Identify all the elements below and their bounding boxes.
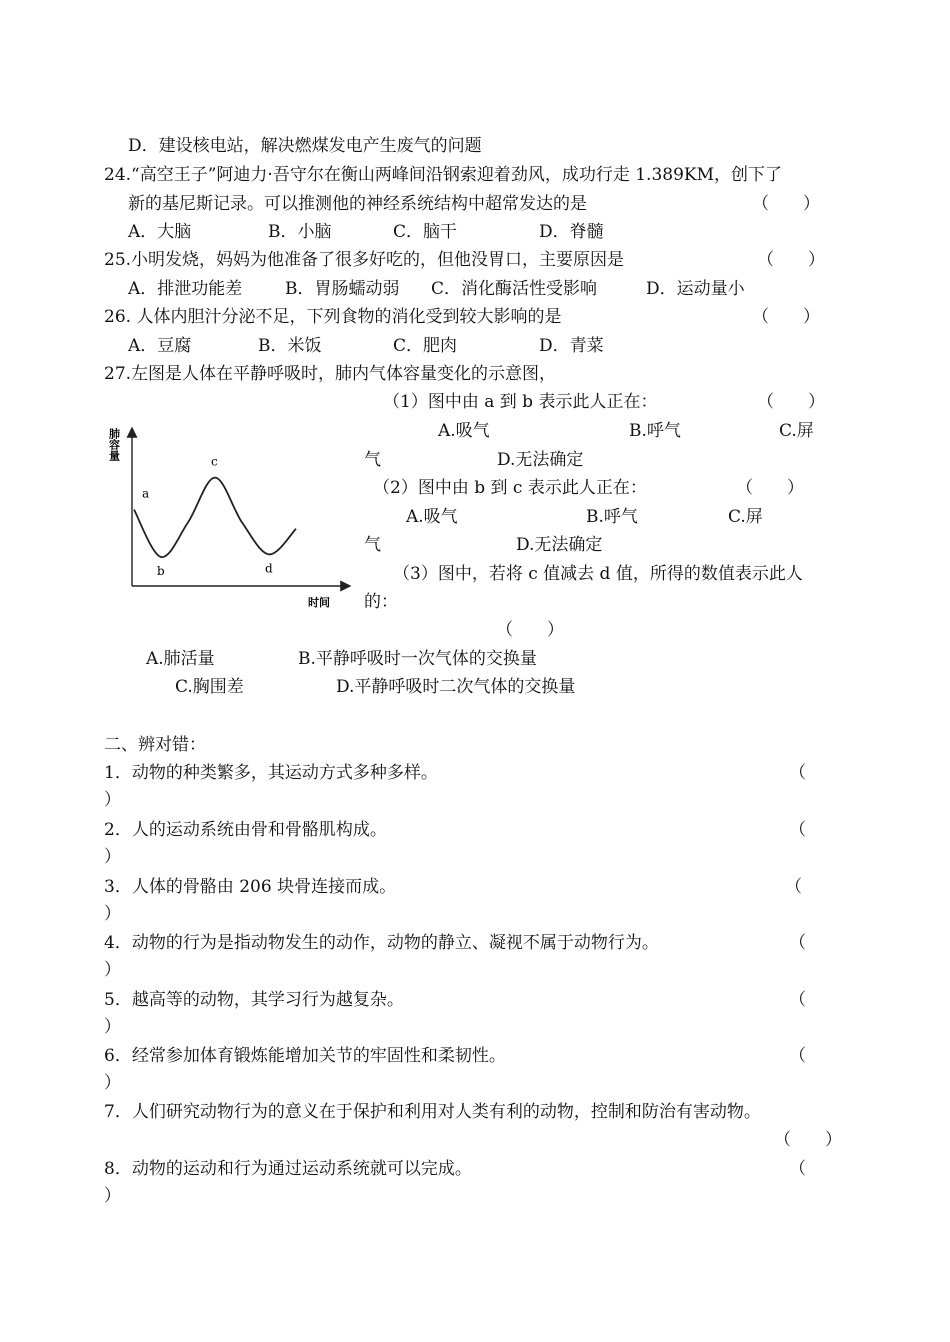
section2-heading: 二、辨对错：: [104, 735, 206, 755]
lung-volume-curve: [134, 478, 296, 557]
tf-item-4: 4．动物的行为是指动物发生的动作，动物的静立、凝视不属于动物行为。: [104, 933, 659, 953]
q27-sub2-option-d: D.无法确定: [516, 535, 603, 555]
x-axis-label: 时间: [308, 596, 330, 609]
point-label-a: a: [142, 486, 150, 501]
q27-sub1-option-c-cont: 气: [364, 450, 381, 470]
y-axis-label: 肺容量: [107, 428, 121, 461]
tf-item-2-paren-close: ）: [104, 847, 121, 867]
q23-option-d: D．建设核电站，解决燃煤发电产生废气的问题: [128, 136, 482, 156]
tf-item-3-paren-close: ）: [104, 904, 121, 924]
q27-sub2-option-c: C.屏: [728, 507, 763, 527]
q24-option-d: D．脊髓: [539, 222, 604, 242]
q26-option-c: C．肥肉: [393, 336, 458, 356]
tf-item-7: 7．人们研究动物行为的意义在于保护和利用对人类有利的动物，控制和防治有害动物。: [104, 1102, 761, 1122]
point-label-c: c: [211, 454, 218, 469]
q27-sub2-text: （2）图中由 b 到 c 表示此人正在：: [373, 478, 647, 498]
tf-item-2-paren-open: （: [789, 820, 806, 840]
q24-stem-line2: 新的基尼斯记录。可以推测他的神经系统结构中超常发达的是: [128, 194, 587, 214]
q27-sub3-paren: （ ）: [496, 620, 564, 640]
q25-answer-paren: （ ）: [757, 250, 825, 270]
q24-option-c: C．脑干: [393, 222, 458, 242]
lung-volume-chart: [104, 422, 356, 614]
tf-item-6: 6．经常参加体育锻炼能增加关节的牢固性和柔韧性。: [104, 1046, 506, 1066]
q26-answer-paren: （ ）: [752, 307, 820, 327]
q27-stem: 27.左图是人体在平静呼吸时，肺内气体容量变化的示意图，: [104, 364, 557, 384]
tf-item-2: 2．人的运动系统由骨和骨骼肌构成。: [104, 820, 387, 840]
q27-sub2-option-a: A.吸气: [406, 507, 458, 527]
point-label-d: d: [265, 561, 273, 576]
q25-option-a: A．排泄功能差: [128, 279, 243, 299]
tf-item-7-paren: （ ）: [774, 1130, 842, 1150]
tf-item-5: 5．越高等的动物，其学习行为越复杂。: [104, 990, 404, 1010]
q26-option-d: D．青菜: [539, 336, 604, 356]
tf-item-3: 3．人体的骨骼由 206 块骨连接而成。: [104, 877, 397, 897]
tf-item-8-paren-open: （: [789, 1159, 806, 1179]
q24-option-b: B．小脑: [268, 222, 332, 242]
q25-option-b: B．胃肠蠕动弱: [285, 279, 400, 299]
q24-answer-paren: （ ）: [752, 194, 820, 214]
lung-volume-chart-svg: [104, 422, 356, 614]
q27-sub3-text: （3）图中，若将 c 值减去 d 值，所得的数值表示此人: [393, 564, 803, 584]
q25-stem: 25.小明发烧，妈妈为他准备了很多好吃的，但他没胃口，主要原因是: [104, 250, 625, 270]
tf-item-1-paren-open: （: [789, 763, 806, 783]
q24-stem-line1: 24.“高空王子”阿迪力·吾守尔在衡山两峰间沿钢索迎着劲风，成功行走 1.389KM，创下了: [104, 165, 782, 185]
q26-option-a: A．豆腐: [128, 336, 192, 356]
q27-sub3-option-a: A.肺活量: [146, 649, 215, 669]
tf-item-4-paren-open: （: [789, 933, 806, 953]
tf-item-4-paren-close: ）: [104, 960, 121, 980]
q27-sub2-option-b: B.呼气: [586, 507, 638, 527]
q27-sub1-option-c: C.屏: [779, 421, 814, 441]
tf-item-1: 1．动物的种类繁多，其运动方式多种多样。: [104, 763, 438, 783]
q25-option-d: D．运动量小: [646, 279, 745, 299]
q27-sub2-option-c-cont: 气: [364, 535, 381, 555]
q27-sub3-option-c: C.胸围差: [175, 677, 244, 697]
q27-sub1-option-d: D.无法确定: [497, 450, 584, 470]
tf-item-6-paren-close: ）: [104, 1073, 121, 1093]
tf-item-6-paren-open: （: [789, 1046, 806, 1066]
tf-item-1-paren-close: ）: [104, 790, 121, 810]
q25-option-c: C．消化酶活性受影响: [431, 279, 598, 299]
tf-item-3-paren-open: （: [785, 877, 802, 897]
q27-sub1-option-b: B.呼气: [629, 421, 681, 441]
q26-stem: 26. 人体内胆汁分泌不足，下列食物的消化受到较大影响的是: [104, 307, 562, 327]
tf-item-8-paren-close: ）: [104, 1186, 121, 1206]
tf-item-8: 8．动物的运动和行为通过运动系统就可以完成。: [104, 1159, 472, 1179]
q27-sub1-paren: （ ）: [757, 392, 825, 412]
q24-option-a: A．大脑: [128, 222, 192, 242]
q27-sub1-text: （1）图中由 a 到 b 表示此人正在：: [383, 392, 658, 412]
q27-sub1-option-a: A.吸气: [438, 421, 490, 441]
tf-item-5-paren-close: ）: [104, 1017, 121, 1037]
q26-option-b: B．米饭: [258, 336, 322, 356]
q27-sub3-text-cont: 的：: [364, 592, 398, 612]
tf-item-5-paren-open: （: [789, 990, 806, 1010]
point-label-b: b: [157, 563, 165, 578]
q27-sub3-option-d: D.平静呼吸时二次气体的交换量: [336, 677, 576, 697]
q27-sub3-option-b: B.平静呼吸时一次气体的交换量: [298, 649, 537, 669]
q27-sub2-paren: （ ）: [736, 478, 804, 498]
